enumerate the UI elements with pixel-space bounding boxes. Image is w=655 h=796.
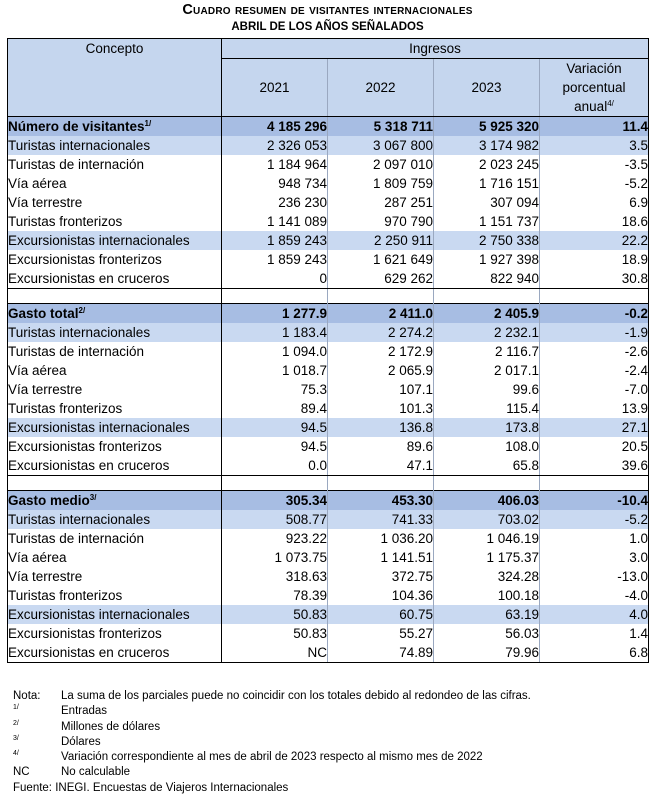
cell-value-2023: 1 175.37: [434, 548, 540, 567]
row-label: [8, 510, 222, 529]
cell-value-2021: 94.5: [222, 437, 328, 456]
row-label: [8, 624, 222, 643]
row-label: [8, 643, 222, 663]
cell-value-2022: 2 274.2: [328, 323, 434, 342]
row-label: [8, 586, 222, 605]
table-row: [8, 643, 649, 663]
cell-variacion: 1.0: [540, 529, 649, 548]
footnote-key: [13, 735, 61, 750]
row-label: [8, 269, 222, 289]
row-label-text: Turistas fronterizos: [8, 588, 123, 603]
row-label-text: Turistas fronterizos: [8, 214, 123, 229]
row-label: [8, 304, 222, 324]
cell-value-2023: 1 151 737: [434, 212, 540, 231]
row-label-text: Vía aérea: [8, 363, 67, 378]
table-row: [8, 605, 649, 624]
cell-value-2022: 2 065.9: [328, 361, 434, 380]
footnote-key-text: 4/: [13, 750, 19, 758]
cell-value-2021: 1 859 243: [222, 250, 328, 269]
summary-table: [7, 38, 649, 663]
table-row: [8, 510, 649, 529]
cell-value-2021: 75.3: [222, 380, 328, 399]
cell-value-2023: 406.03: [434, 491, 540, 511]
cell-value-2023: 99.6: [434, 380, 540, 399]
source-note: Fuente: INEGI. Encuestas de Viajeros Internacionales: [13, 781, 289, 794]
cell-variacion: 4.0: [540, 605, 649, 624]
cell-variacion: -10.4: [540, 491, 649, 511]
row-label: [8, 342, 222, 361]
table-row: [8, 456, 649, 476]
footnote-row: [13, 720, 531, 735]
row-label: [8, 231, 222, 250]
cell-value-2022: 107.1: [328, 380, 434, 399]
table-row: [8, 323, 649, 342]
row-label: [8, 361, 222, 380]
table-row: [8, 342, 649, 361]
cell-value-2022: 1 141.51: [328, 548, 434, 567]
footnote-row: [13, 689, 531, 704]
cell-value-2022: 1 036.20: [328, 529, 434, 548]
footnote-text: La suma de los parciales puede no coincidir con los totales debido al redondeo de las cifras.: [61, 690, 531, 702]
row-label-text: Turistas de internación: [8, 157, 145, 172]
cell-value-2023: 2 232.1: [434, 323, 540, 342]
footnote-key-text: 1/: [13, 704, 19, 712]
cell-value-2021: 2 326 053: [222, 136, 328, 155]
cell-variacion: 1.4: [540, 624, 649, 643]
cell-value-2023: 703.02: [434, 510, 540, 529]
cell-value-2021: 50.83: [222, 605, 328, 624]
row-label-text: Excursionistas en cruceros: [8, 458, 170, 473]
table-body: [8, 117, 649, 663]
table-row: [8, 250, 649, 269]
footnote-text: No calculable: [61, 766, 131, 779]
cell-value-2023: 1 716 151: [434, 174, 540, 193]
cell-value-2022: 136.8: [328, 418, 434, 437]
cell-value-2022: 5 318 711: [328, 117, 434, 137]
table-row: [8, 380, 649, 399]
row-label-text: Excursionistas en cruceros: [8, 271, 170, 286]
cell-variacion: -2.6: [540, 342, 649, 361]
section-total-row: [8, 304, 649, 324]
row-label-text: Turistas internacionales: [8, 512, 151, 527]
cell-value-2023: 115.4: [434, 399, 540, 418]
cell-variacion: 20.5: [540, 437, 649, 456]
footnotes: [13, 689, 531, 796]
row-label: [8, 174, 222, 193]
row-label: [8, 380, 222, 399]
header-variacion-line-2: porcentual: [562, 80, 626, 95]
cell-value-2023: 1 927 398: [434, 250, 540, 269]
header-year-2021: 2021: [222, 59, 328, 117]
cell-value-2022: 372.75: [328, 567, 434, 586]
cell-value-2022: 55.27: [328, 624, 434, 643]
row-label: [8, 136, 222, 155]
cell-variacion: -2.4: [540, 361, 649, 380]
cell-value-2021: 0.0: [222, 456, 328, 476]
table-row: [8, 624, 649, 643]
cell-value-2023: 2 750 338: [434, 231, 540, 250]
footnote-key-text: 3/: [13, 734, 19, 742]
cell-value-2022: 104.36: [328, 586, 434, 605]
row-label-text: Número de visitantes: [8, 119, 145, 134]
row-label: [8, 491, 222, 511]
cell-value-2022: 970 790: [328, 212, 434, 231]
section-total-row: [8, 491, 649, 511]
cell-value-2021: 508.77: [222, 510, 328, 529]
cell-value-2021: 948 734: [222, 174, 328, 193]
cell-value-2023: 79.96: [434, 643, 540, 663]
cell-value-2022: 47.1: [328, 456, 434, 476]
cell-value-2022: 1 809 759: [328, 174, 434, 193]
footnote-key: [13, 765, 61, 780]
cell-value-2022: 2 411.0: [328, 304, 434, 324]
cell-value-2021: NC: [222, 643, 328, 663]
cell-value-2023: 1 046.19: [434, 529, 540, 548]
table-title: Cuadro resumen de visitantes internacionales: [182, 2, 473, 18]
row-label-text: Excursionistas internacionales: [8, 607, 190, 622]
section-spacer: [8, 476, 649, 491]
cell-value-2022: 74.89: [328, 643, 434, 663]
cell-value-2022: 453.30: [328, 491, 434, 511]
cell-variacion: 30.8: [540, 269, 649, 289]
row-label: [8, 193, 222, 212]
header-concepto: Concepto: [8, 39, 222, 117]
row-label-text: Excursionistas internacionales: [8, 420, 190, 435]
cell-value-2023: 63.19: [434, 605, 540, 624]
table-row: [8, 155, 649, 174]
cell-value-2023: 2 017.1: [434, 361, 540, 380]
cell-variacion: -1.9: [540, 323, 649, 342]
row-label: [8, 323, 222, 342]
cell-variacion: 11.4: [540, 117, 649, 137]
row-label-text: Excursionistas internacionales: [8, 233, 190, 248]
footnote-text: Millones de dólares: [61, 720, 161, 733]
cell-value-2022: 629 262: [328, 269, 434, 289]
cell-value-2021: 1 141 089: [222, 212, 328, 231]
header-year-2023: 2023: [434, 59, 540, 117]
row-label-text: Excursionistas fronterizos: [8, 252, 162, 267]
footnote-key: [13, 750, 61, 765]
header-ingresos: Ingresos: [222, 39, 649, 59]
row-label-text: Turistas fronterizos: [8, 401, 123, 416]
row-label-text: Excursionistas en cruceros: [8, 645, 170, 660]
cell-value-2021: 1 073.75: [222, 548, 328, 567]
cell-value-2022: 287 251: [328, 193, 434, 212]
footnote-text: Dólares: [61, 735, 101, 748]
cell-value-2021: 50.83: [222, 624, 328, 643]
cell-variacion: 6.9: [540, 193, 649, 212]
row-label-text: Turistas de internación: [8, 344, 145, 359]
row-label: [8, 117, 222, 137]
header-variacion-line-1: Variación: [566, 61, 622, 76]
section-total-row: [8, 117, 649, 137]
row-label: [8, 529, 222, 548]
table-row: [8, 269, 649, 289]
row-label: [8, 567, 222, 586]
table-row: [8, 136, 649, 155]
footnote-key-text: 2/: [13, 719, 19, 727]
table-row: [8, 567, 649, 586]
cell-value-2021: 78.39: [222, 586, 328, 605]
cell-variacion: -5.2: [540, 510, 649, 529]
cell-value-2022: 2 250 911: [328, 231, 434, 250]
cell-value-2023: 2 405.9: [434, 304, 540, 324]
cell-value-2023: 108.0: [434, 437, 540, 456]
cell-value-2023: 2 023 245: [434, 155, 540, 174]
cell-value-2021: 305.34: [222, 491, 328, 511]
cell-value-2023: 324.28: [434, 567, 540, 586]
cell-value-2023: 5 925 320: [434, 117, 540, 137]
cell-variacion: 22.2: [540, 231, 649, 250]
footnote-marker: 3/: [89, 493, 97, 502]
row-label-text: Gasto total: [8, 306, 79, 321]
table-row: [8, 586, 649, 605]
footnote-text: Variación correspondiente al mes de abril de 2023 respecto al mismo mes de 2022: [61, 751, 483, 764]
table-subtitle: ABRIL DE LOS AÑOS SEÑALADOS: [231, 21, 424, 33]
header-variacion: [540, 59, 649, 117]
cell-value-2022: 2 097 010: [328, 155, 434, 174]
cell-variacion: -3.5: [540, 155, 649, 174]
cell-variacion: -13.0: [540, 567, 649, 586]
table-row: [8, 193, 649, 212]
cell-value-2021: 318.63: [222, 567, 328, 586]
header-year-2022: 2022: [328, 59, 434, 117]
row-label: [8, 437, 222, 456]
cell-value-2021: 236 230: [222, 193, 328, 212]
cell-variacion: 3.5: [540, 136, 649, 155]
cell-value-2021: 1 018.7: [222, 361, 328, 380]
cell-variacion: 13.9: [540, 399, 649, 418]
cell-variacion: 3.0: [540, 548, 649, 567]
row-label-text: Vía terrestre: [8, 195, 83, 210]
cell-value-2023: 100.18: [434, 586, 540, 605]
cell-value-2021: 1 094.0: [222, 342, 328, 361]
cell-variacion: -7.0: [540, 380, 649, 399]
table-row: [8, 174, 649, 193]
footnote-key: [13, 689, 61, 704]
header-variacion-line-3: anual: [574, 99, 608, 114]
cell-value-2021: 923.22: [222, 529, 328, 548]
footnote-row: [13, 765, 531, 780]
row-label-text: Vía aérea: [8, 550, 67, 565]
cell-variacion: -4.0: [540, 586, 649, 605]
footnote-key-text: NC: [13, 766, 30, 779]
cell-variacion: -0.2: [540, 304, 649, 324]
footnote-marker: 1/: [144, 119, 152, 128]
cell-variacion: -5.2: [540, 174, 649, 193]
cell-variacion: 39.6: [540, 456, 649, 476]
row-label-text: Excursionistas fronterizos: [8, 626, 162, 641]
row-label-text: Vía terrestre: [8, 382, 83, 397]
row-label: [8, 548, 222, 567]
table-row: [8, 361, 649, 380]
cell-variacion: 18.6: [540, 212, 649, 231]
cell-value-2021: 1 277.9: [222, 304, 328, 324]
cell-value-2021: 1 183.4: [222, 323, 328, 342]
cell-value-2021: 1 859 243: [222, 231, 328, 250]
cell-value-2022: 89.6: [328, 437, 434, 456]
row-label-text: Vía terrestre: [8, 569, 83, 584]
footnote-marker: 2/: [78, 306, 86, 315]
cell-value-2022: 101.3: [328, 399, 434, 418]
cell-value-2022: 741.33: [328, 510, 434, 529]
table-row: [8, 399, 649, 418]
row-label-text: Vía aérea: [8, 176, 67, 191]
footnote-text: Entradas: [61, 705, 108, 718]
row-label: [8, 250, 222, 269]
row-label: [8, 605, 222, 624]
cell-value-2022: 2 172.9: [328, 342, 434, 361]
row-label-text: Turistas de internación: [8, 531, 145, 546]
cell-value-2021: 0: [222, 269, 328, 289]
row-label: [8, 418, 222, 437]
cell-value-2021: 4 185 296: [222, 117, 328, 137]
row-label: [8, 155, 222, 174]
cell-value-2023: 2 116.7: [434, 342, 540, 361]
cell-value-2023: 822 940: [434, 269, 540, 289]
table-row: [8, 212, 649, 231]
cell-variacion: 18.9: [540, 250, 649, 269]
row-label-text: Gasto medio: [8, 493, 90, 508]
table-row: [8, 437, 649, 456]
table-row: [8, 529, 649, 548]
footnote-key-text: Nota:: [13, 690, 41, 702]
row-label-text: Excursionistas fronterizos: [8, 439, 162, 454]
footnote-key: [13, 704, 61, 719]
footnote-row: [13, 704, 531, 719]
section-spacer: [8, 289, 649, 304]
table-row: [8, 548, 649, 567]
table-row: [8, 418, 649, 437]
cell-value-2022: 60.75: [328, 605, 434, 624]
cell-variacion: 6.8: [540, 643, 649, 663]
cell-value-2023: 173.8: [434, 418, 540, 437]
row-label-text: Turistas internacionales: [8, 325, 151, 340]
footnote-key: [13, 720, 61, 735]
row-label: [8, 399, 222, 418]
cell-value-2022: 1 621 649: [328, 250, 434, 269]
cell-value-2023: 307 094: [434, 193, 540, 212]
table-row: [8, 231, 649, 250]
cell-value-2021: 89.4: [222, 399, 328, 418]
cell-value-2023: 56.03: [434, 624, 540, 643]
cell-value-2021: 1 184 964: [222, 155, 328, 174]
row-label-text: Turistas internacionales: [8, 138, 151, 153]
row-label: [8, 456, 222, 476]
cell-value-2023: 3 174 982: [434, 136, 540, 155]
header-variacion-footnote: 4/: [607, 99, 614, 108]
row-label: [8, 212, 222, 231]
cell-value-2022: 3 067 800: [328, 136, 434, 155]
cell-value-2023: 65.8: [434, 456, 540, 476]
cell-value-2021: 94.5: [222, 418, 328, 437]
cell-variacion: 27.1: [540, 418, 649, 437]
footnote-row: [13, 735, 531, 750]
footnote-row: [13, 750, 531, 765]
